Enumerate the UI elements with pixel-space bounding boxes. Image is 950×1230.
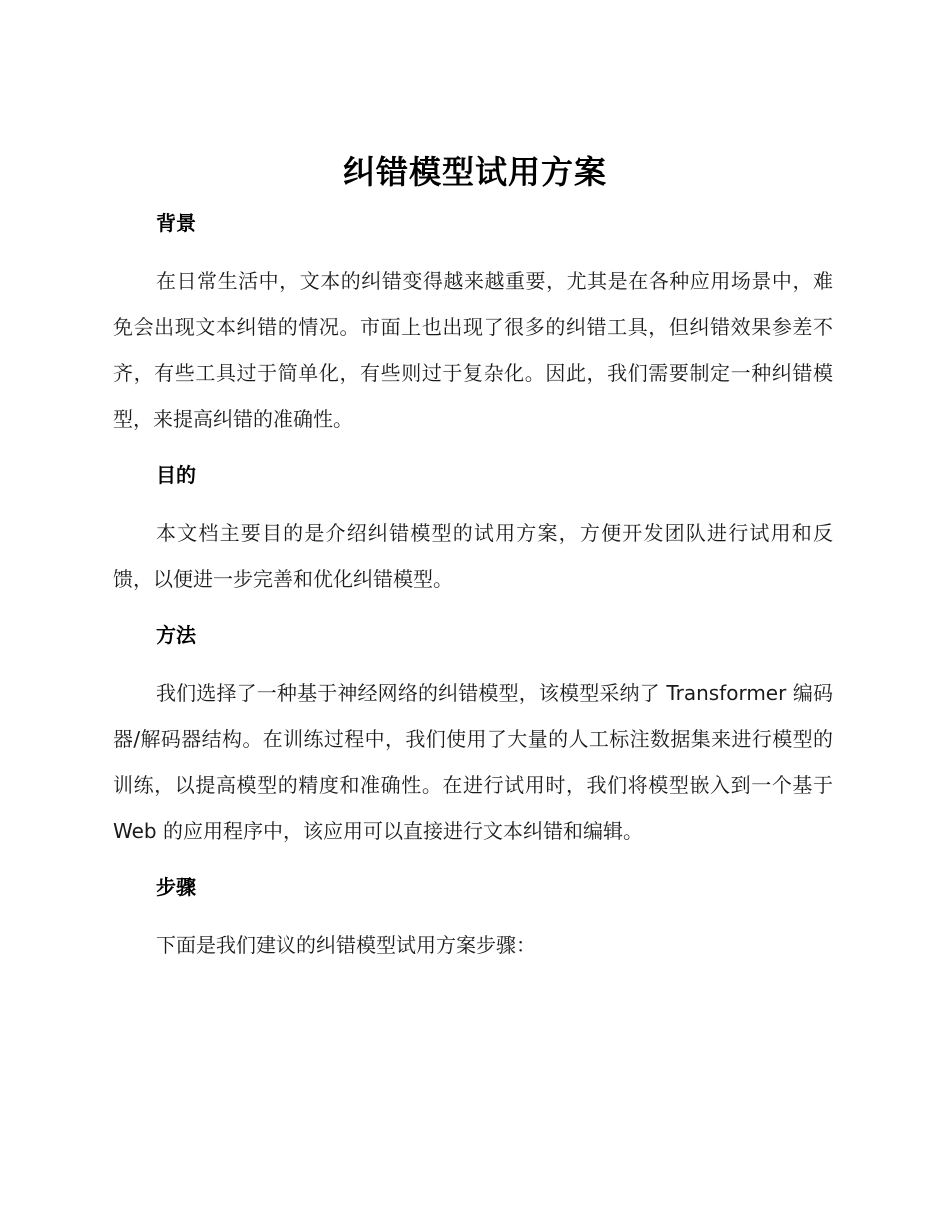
section-heading: 背景 <box>156 211 196 235</box>
document-body <box>113 200 833 968</box>
section-paragraph: 在日常生活中，文本的纠错变得越来越重要，尤其是在各种应用场景中，难免会出现文本纠错的情况。市面上也出现了很多的纠错工具，但纠错效果参差不齐，有些工具过于简单化，有些则过于复杂化。因此，我们需要制定一种纠错模型，来提高纠错的准确性。 <box>113 269 833 431</box>
section-paragraph: 本文档主要目的是介绍纠错模型的试用方案，方便开发团队进行试用和反馈，以便进一步完善和优化纠错模型。 <box>113 521 833 591</box>
section-purpose <box>113 452 833 612</box>
section-heading: 步骤 <box>156 875 196 899</box>
section-method <box>113 612 833 864</box>
section-paragraph: 下面是我们建议的纠错模型试用方案步骤： <box>156 933 536 957</box>
section-paragraph: 我们选择了一种基于神经网络的纠错模型，该模型采纳了 Transformer 编码器/解码器结构。在训练过程中，我们使用了大量的人工标注数据集来进行模型的训练，以提高模型的精度和准确性。在进行试用时，我们将模型嵌入到一个基于 Web 的应用程序中，该应用可以直接进行文本纠错和编辑。 <box>113 681 833 843</box>
section-steps <box>113 864 833 968</box>
section-heading: 目的 <box>156 463 196 487</box>
section-background <box>113 200 833 452</box>
document-title: 纠错模型试用方案 <box>342 153 607 191</box>
section-heading: 方法 <box>156 623 196 647</box>
